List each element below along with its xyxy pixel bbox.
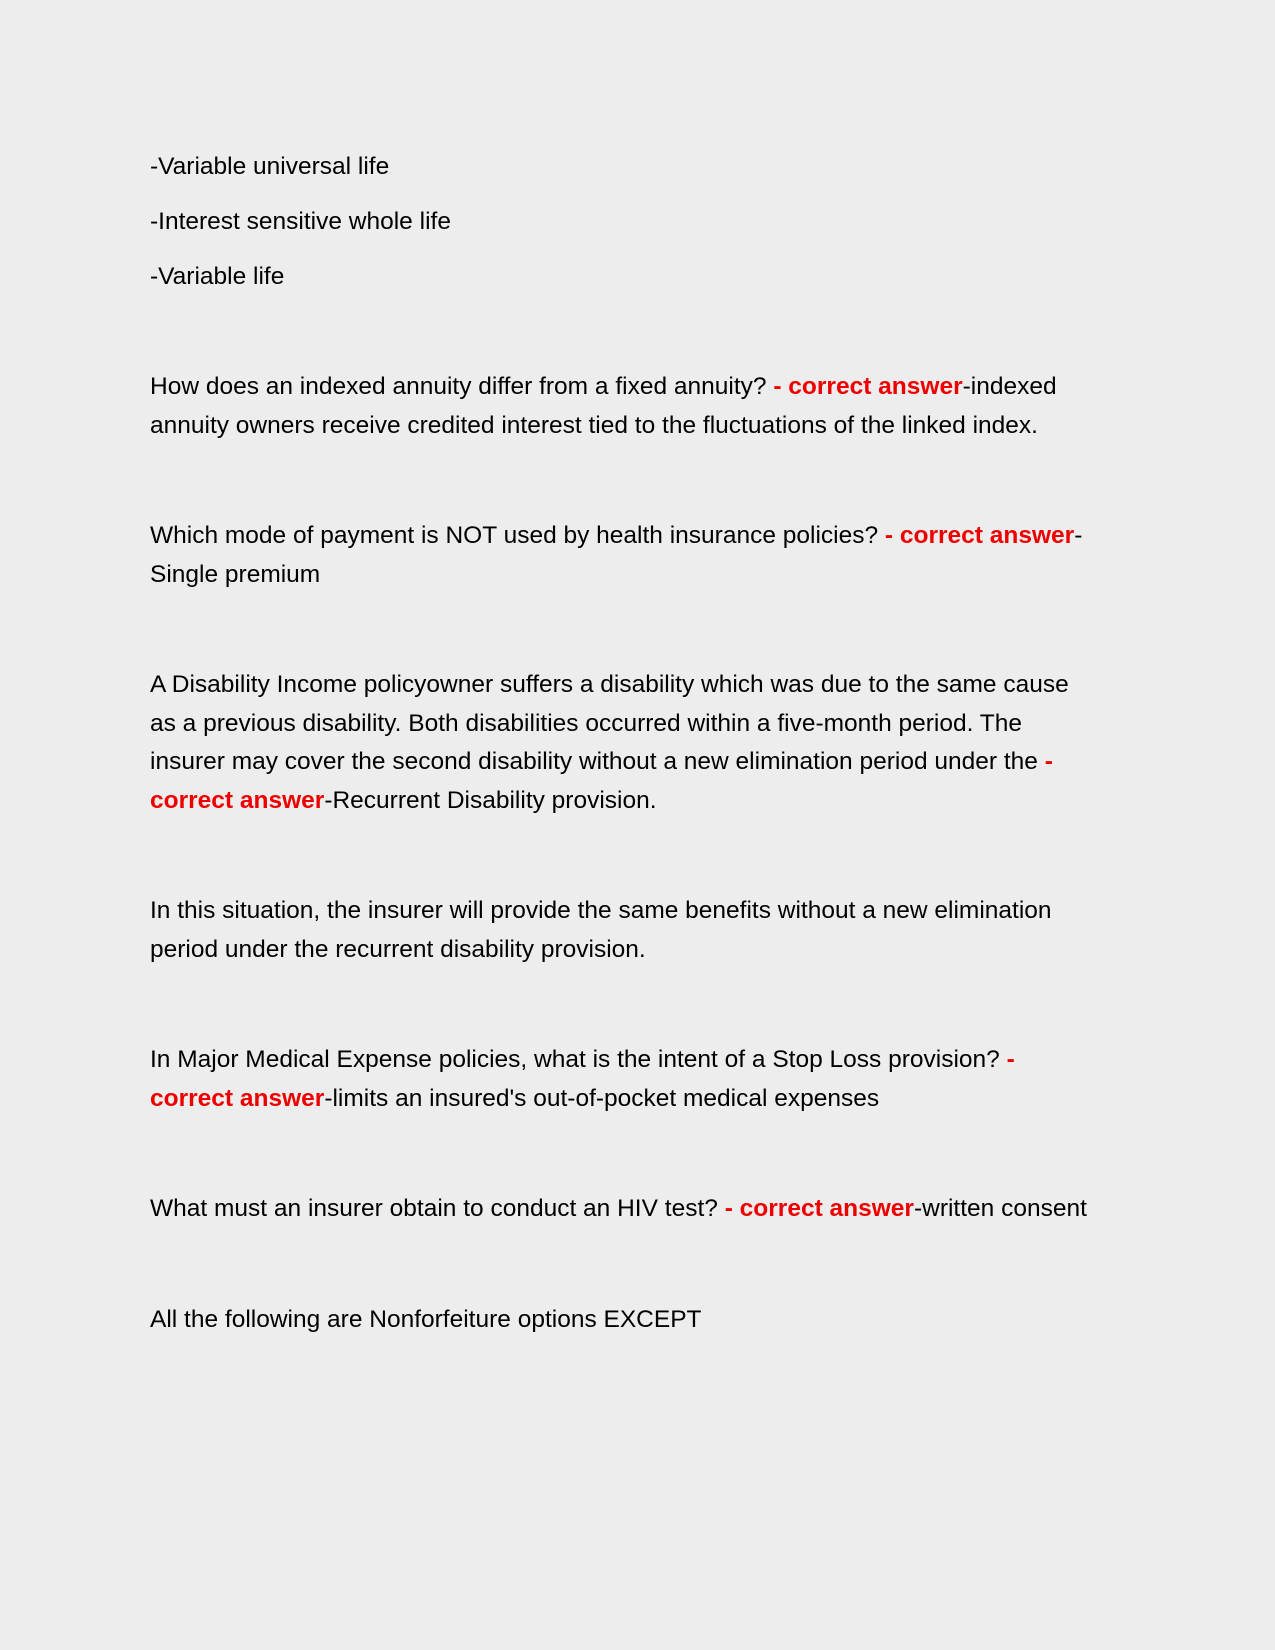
- question-text: In Major Medical Expense policies, what is the intent of a Stop Loss provision?: [150, 1046, 1007, 1073]
- question-text: A Disability Income policyowner suffers a disability which was due to the same cause as a previous disability. Both disabilities occurred within a five-month period. The insurer may cover the second disability without a new elimination period under the: [150, 671, 1069, 775]
- document-page: [150, 148, 1100, 1339]
- correct-answer-marker: - correct answer: [773, 373, 963, 400]
- note-recurrent-disability: In this situation, the insurer will provide the same benefits without a new elimination period under the recurrent disability provision.: [150, 897, 1052, 963]
- option-variable-life: -Variable life: [150, 263, 285, 290]
- qa-stop-loss: [150, 1041, 1100, 1118]
- qa-hiv-test: [150, 1190, 1100, 1229]
- note-nonforfeiture-options: All the following are Nonforfeiture options EXCEPT: [150, 1305, 702, 1333]
- answer-text: -Recurrent Disability provision.: [324, 786, 657, 814]
- correct-answer-marker: - correct answer: [724, 1195, 914, 1222]
- answer-text: -indexed annuity owners receive credited interest tied to the fluctuations of the linked index.: [150, 373, 1057, 439]
- qa-payment-mode: [150, 517, 1100, 594]
- question-text: How does an indexed annuity differ from a fixed annuity?: [150, 373, 774, 400]
- answer-text: -limits an insured's out-of-pocket medical expenses: [324, 1084, 880, 1112]
- qa-indexed-annuity: [150, 368, 1100, 445]
- question-text: What must an insurer obtain to conduct an HIV test?: [150, 1195, 725, 1222]
- answer-text: -Single premium: [150, 522, 1083, 588]
- option-interest-sensitive-whole-life: -Interest sensitive whole life: [150, 208, 451, 235]
- question-text: Which mode of payment is NOT used by health insurance policies?: [150, 522, 885, 549]
- qa-disability-income: [150, 666, 1100, 820]
- correct-answer-marker: - correct answer: [150, 1046, 1015, 1112]
- answer-text: -written consent: [913, 1195, 1087, 1222]
- correct-answer-marker: - correct answer: [884, 522, 1075, 549]
- correct-answer-marker: - correct answer: [150, 748, 1053, 814]
- option-variable-universal-life: -Variable universal life: [150, 153, 390, 180]
